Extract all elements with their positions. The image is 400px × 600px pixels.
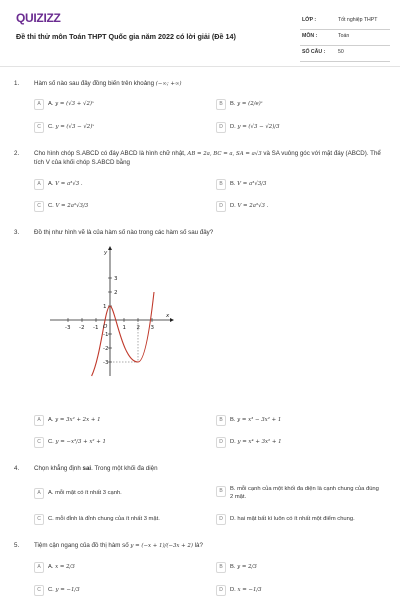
question-math: (−∞; +∞) <box>155 81 182 87</box>
option-text <box>48 587 80 593</box>
option-text <box>230 181 266 187</box>
option-label: B. <box>230 101 236 107</box>
meta-label: LỚP : <box>302 17 317 23</box>
option-letter: C <box>34 122 44 133</box>
question-text-part: Cho hình chóp S.ABCD có đáy ABCD là hình chữ nhật, <box>34 150 188 157</box>
y-tick-label: 2 <box>114 290 118 296</box>
option-label: B. <box>230 417 236 423</box>
function-graph <box>48 244 176 380</box>
option-letter: D <box>216 122 226 133</box>
y-tick-label: -1 <box>103 332 109 338</box>
meta-row-count <box>300 46 390 62</box>
question-text-part: Đồ thị như hình vẽ là của hàm số nào trong các hàm số sau đây? <box>34 229 214 236</box>
option-text <box>48 564 75 570</box>
option-letter: A <box>34 415 44 426</box>
y-tick-label: -2 <box>103 346 109 352</box>
option-math: y = −1/3 <box>55 587 80 593</box>
option-math: y = 3x² + 2x + 1 <box>55 417 101 423</box>
option-text: C. mỗi đỉnh là đỉnh chung của ít nhất 3 mặt. <box>48 516 160 522</box>
x-tick-label: 2 <box>136 325 140 331</box>
meta-row-class <box>300 14 390 30</box>
option-letter: A <box>34 99 44 110</box>
question-text-part: Chọn khẳng định <box>34 465 83 472</box>
option-text <box>230 564 257 570</box>
question-number: 2. <box>14 150 20 157</box>
y-tick-label: 3 <box>114 276 118 282</box>
option-label: C. <box>48 587 54 593</box>
question-text-part: Hàm số nào sau đây đồng biến trên khoảng <box>34 80 156 87</box>
option-letter: B <box>216 562 226 573</box>
option-math: y = −x³/3 + x² + 1 <box>55 439 106 445</box>
option-label: A. <box>48 564 54 570</box>
quizizz-logo: QUIZIZZ <box>16 11 61 25</box>
option-letter: C <box>34 437 44 448</box>
option-text <box>48 101 94 107</box>
option-letter: A <box>34 488 44 499</box>
option-letter: C <box>34 201 44 212</box>
option-text: A. mỗi mặt có ít nhất 3 cạnh. <box>48 490 122 496</box>
option-label: D. <box>230 587 236 593</box>
x-tick-label: 3 <box>150 325 154 331</box>
option-math: V = a³√3/3 <box>237 181 267 187</box>
option-label: A. <box>48 181 54 187</box>
question-math: y = (−x + 1)/(−3x + 2) <box>130 543 193 549</box>
option-text <box>230 417 281 423</box>
y-tick-label: -3 <box>103 360 109 366</box>
meta-value: Toán <box>338 33 350 39</box>
question-emphasis: sai <box>82 465 92 472</box>
option-letter: D <box>216 514 226 525</box>
option-letter: B <box>216 415 226 426</box>
x-tick-label: 1 <box>122 325 126 331</box>
option-label: C. <box>48 124 54 130</box>
option-math: y = x³ − 3x² + 1 <box>237 417 282 423</box>
meta-value: Tốt nghiệp THPT <box>338 17 378 23</box>
option-letter: C <box>34 514 44 525</box>
question-text-part: là? <box>192 542 203 549</box>
question-number: 1. <box>14 80 20 87</box>
option-text <box>230 439 282 445</box>
option-label: A. <box>48 417 54 423</box>
option-text <box>230 124 280 130</box>
question-number: 4. <box>14 465 20 472</box>
x-tick-label: -3 <box>65 325 71 331</box>
option-text <box>230 101 263 107</box>
option-math: x = −1/3 <box>237 587 262 593</box>
option-text: B. mỗi cạnh của một khối đa diện là cạnh chung của đúng 2 mặt. <box>230 486 379 500</box>
question-text <box>34 465 384 474</box>
option-text <box>48 181 83 187</box>
option-letter: B <box>216 486 226 497</box>
option-math: V = 2a³√3/3 <box>55 203 89 209</box>
option-math: x = 2/3 <box>55 564 75 570</box>
question-number: 3. <box>14 229 20 236</box>
option-math: y = (√3 − √2)/3 <box>237 124 280 130</box>
origin-label: O <box>103 324 108 330</box>
question-text-part: Tiệm cận ngang của đồ thị hàm số <box>34 542 131 549</box>
option-math: V = a³√3 . <box>55 181 83 187</box>
question-text <box>34 150 384 167</box>
question-text <box>34 542 384 551</box>
option-text <box>230 203 268 209</box>
x-axis-label: x <box>166 313 170 319</box>
option-label: D. <box>230 203 236 209</box>
question-number: 5. <box>14 542 20 549</box>
option-label: A. <box>48 101 54 107</box>
option-letter: B <box>216 99 226 110</box>
question-text-part: và SA vuông góc với mặt đáy (ABCD). Thể tích V của khối chóp S.ABCD bằng <box>34 150 381 166</box>
meta-label: MÔN : <box>302 33 318 39</box>
question-text-part: . Trong một khối đa diện <box>91 465 158 472</box>
option-letter: B <box>216 179 226 190</box>
option-letter: D <box>216 437 226 448</box>
option-letter: D <box>216 201 226 212</box>
option-text <box>230 587 262 593</box>
x-tick-label: -1 <box>93 325 99 331</box>
y-axis-label: y <box>104 250 108 256</box>
option-text <box>48 124 94 130</box>
question-text <box>34 80 384 89</box>
option-math: y = x⁴ + 3x² + 1 <box>237 439 282 445</box>
option-math: y = (2/e)ˣ <box>237 101 263 107</box>
option-letter: D <box>216 585 226 596</box>
worksheet-meta <box>300 14 390 62</box>
meta-label: SỐ CÂU : <box>302 49 326 55</box>
option-text <box>48 417 101 423</box>
meta-value: 50 <box>338 49 344 55</box>
question-text <box>34 229 384 238</box>
option-math: y = (√3 − √2)ˣ <box>55 124 95 130</box>
option-label: C. <box>48 203 54 209</box>
option-letter: A <box>34 179 44 190</box>
option-label: B. <box>230 564 236 570</box>
option-math: y = 2/3 <box>237 564 257 570</box>
option-label: C. <box>48 439 54 445</box>
worksheet-title: Đề thi thử môn Toán THPT Quốc gia năm 2022 có lời giải (Đề 14) <box>16 32 236 41</box>
meta-row-subject <box>300 30 390 46</box>
worksheet-header <box>0 0 400 64</box>
option-text <box>48 439 106 445</box>
x-tick-label: -2 <box>79 325 85 331</box>
option-math: V = 2a³√3 . <box>237 203 269 209</box>
option-letter: A <box>34 562 44 573</box>
option-label: D. <box>230 439 236 445</box>
option-letter: C <box>34 585 44 596</box>
y-tick-label: 1 <box>103 304 107 310</box>
option-label: D. <box>230 124 236 130</box>
option-math: y = (√3 + √2)ˣ <box>55 101 94 107</box>
option-label: B. <box>230 181 236 187</box>
header-divider <box>0 66 400 67</box>
question-math: AB = 2a, BC = a, SA = a√3 <box>187 151 262 157</box>
cubic-curve <box>92 292 154 376</box>
option-text: D. hai mặt bất kì luôn có ít nhất một điểm chung. <box>230 516 355 522</box>
option-text <box>48 203 88 209</box>
